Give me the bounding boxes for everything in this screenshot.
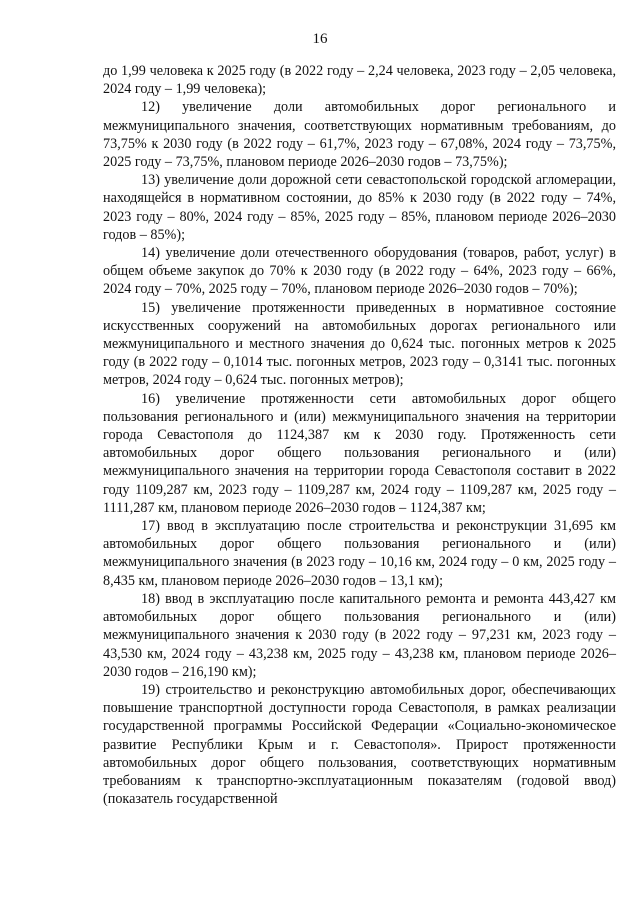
paragraph-item-19: 19) строительство и реконструкцию автомобильных дорог, обеспечивающих повышение транспортной доступности города Севастополя, в рамках реализации государственной программы Российской Федерации «Социально-экономическое развитие Республики Крым и г. Севастополя». Прирост протяженности автомобильных дорог общего пользования, соответствующих нормативным требованиям к транспортно-эксплуатационным показателям (годовой ввод) (показатель государственной [103,681,616,808]
page-number: 16 [312,31,328,47]
paragraph-continuation: до 1,99 человека к 2025 году (в 2022 году – 2,24 человека, 2023 году – 2,05 человека, 2024 году – 1,99 человека); [103,63,616,98]
paragraph-item-12: 12) увеличение доли автомобильных дорог регионального и межмуниципального значения, соответствующих нормативным требованиям, до 73,75% к 2030 году (в 2022 году – 61,7%, 2023 году – 67,08%, 2024 году – 73,75%, 2025 году – 73,75%, плановом периоде 2026–2030 годов – 73,75%); [103,99,616,171]
document-body [103,62,616,808]
paragraph-item-17: 17) ввод в эксплуатацию после строительства и реконструкции 31,695 км автомобильных дорог общего пользования регионального и (или) межмуниципального значения (в 2023 году – 10,16 км, 2024 году – 0 км, 2025 году – 8,435 км, плановом периоде 2026–2030 годов – 13,1 км); [103,518,616,589]
paragraph-item-13: 13) увеличение доли дорожной сети севастопольской городской агломерации, находящейся в нормативном состоянии, до 85% к 2030 году (в 2022 году – 74%, 2023 году – 80%, 2024 году – 85%, 2025 году – 85%, плановом периоде 2026–2030 годов – 85%); [103,172,616,243]
paragraph-item-18: 18) ввод в эксплуатацию после капитального ремонта и ремонта 443,427 км автомобильных дорог общего пользования регионального и (или) межмуниципального значения к 2030 году (в 2022 году – 97,231 км, 2023 году – 43,530 км, 2024 году – 43,238 км, 2025 году – 43,238 км, плановом периоде 2026–2030 годов – 216,190 км); [103,590,616,680]
paragraph-item-16: 16) увеличение протяженности сети автомобильных дорог общего пользования регионального и (или) межмуниципального значения на территории города Севастополя до 1124,387 км к 2030 году. Протяженность сети автомобильных дорог общего пользования регионального и (или) межмуниципального значения на территории города Севастополя составит в 2022 году 1109,287 км, 2023 году – 1109,287 км, 2024 году – 1109,287 км, 2025 году – 1111,287 км, плановом периоде 2026–2030 годов – 1124,387 км; [103,390,616,516]
paragraph-item-15: 15) увеличение протяженности приведенных в нормативное состояние искусственных сооружений на автомобильных дорогах регионального или межмуниципального и местного значения до 0,624 тыс. погонных метров к 2025 году (в 2022 году – 0,1014 тыс. погонных метров, 2023 году – 0,3141 тыс. погонных метров, 2024 году – 0,624 тыс. погонных метров); [103,299,616,389]
paragraph-item-14: 14) увеличение доли отечественного оборудования (товаров, работ, услуг) в общем объеме закупок до 70% к 2030 году (в 2022 году – 64%, 2023 году – 66%, 2024 году – 70%, 2025 году – 70%, плановом периоде 2026–2030 годов – 70%); [103,245,616,298]
